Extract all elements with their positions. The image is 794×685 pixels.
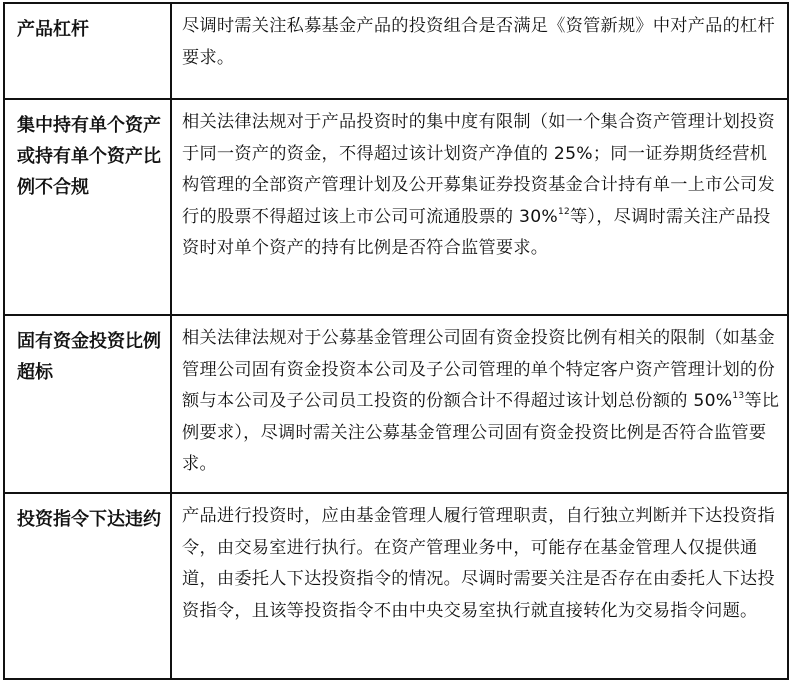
table-row	[4, 3, 788, 99]
risk-term-cell: 产品杠杆	[4, 3, 171, 99]
risk-term-cell: 集中持有单个资产或持有单个资产比例不合规	[4, 99, 171, 315]
footnote-marker: 12	[557, 206, 570, 217]
table-row	[4, 315, 788, 493]
description-text: 等比例要求），尽调时需关注公募基金管理公司固有资金投资比例是否符合监管要求。	[182, 391, 780, 474]
risk-description-cell	[171, 315, 788, 493]
risk-table	[3, 2, 789, 680]
risk-description-cell: 尽调时需关注私募基金产品的投资组合是否满足《资管新规》中对产品的杠杆要求。	[171, 3, 788, 99]
description-text: 相关法律法规对于公募基金管理公司固有资金投资比例有相关的限制（如基金管理公司固有资金投资本公司及子公司管理的单个特定客户资产管理计划的份额与本公司及子公司员工投资的份额合计不得超过该计划总份额的 50%	[182, 328, 775, 411]
table-row	[4, 99, 788, 315]
table-row	[4, 493, 788, 679]
risk-term-cell: 固有资金投资比例超标	[4, 315, 171, 493]
risk-description-cell: 产品进行投资时，应由基金管理人履行管理职责，自行独立判断并下达投资指令，由交易室进行执行。在资产管理业务中，可能存在基金管理人仅提供通道，由委托人下达投资指令的情况。尽调时需要关注是否存在由委托人下达投资指令，且该等投资指令不由中央交易室执行就直接转化为交易指令问题。	[171, 493, 788, 679]
description-text: 相关法律法规对于产品投资时的集中度有限制（如一个集合资产管理计划投资于同一资产的资金，不得超过该计划资产净值的 25%；同一证券期货经营机构管理的全部资产管理计划及公开募集证券投资基金合计持有单一上市公司发行的股票不得超过该上市公司可流通股票的 30%	[182, 112, 775, 227]
description-text: 等），尽调时需关注产品投资时对单个资产的持有比例是否符合监管要求。	[182, 206, 771, 258]
risk-description-cell	[171, 99, 788, 315]
risk-term-cell: 投资指令下达违约	[4, 493, 171, 679]
footnote-marker: 13	[732, 391, 745, 401]
